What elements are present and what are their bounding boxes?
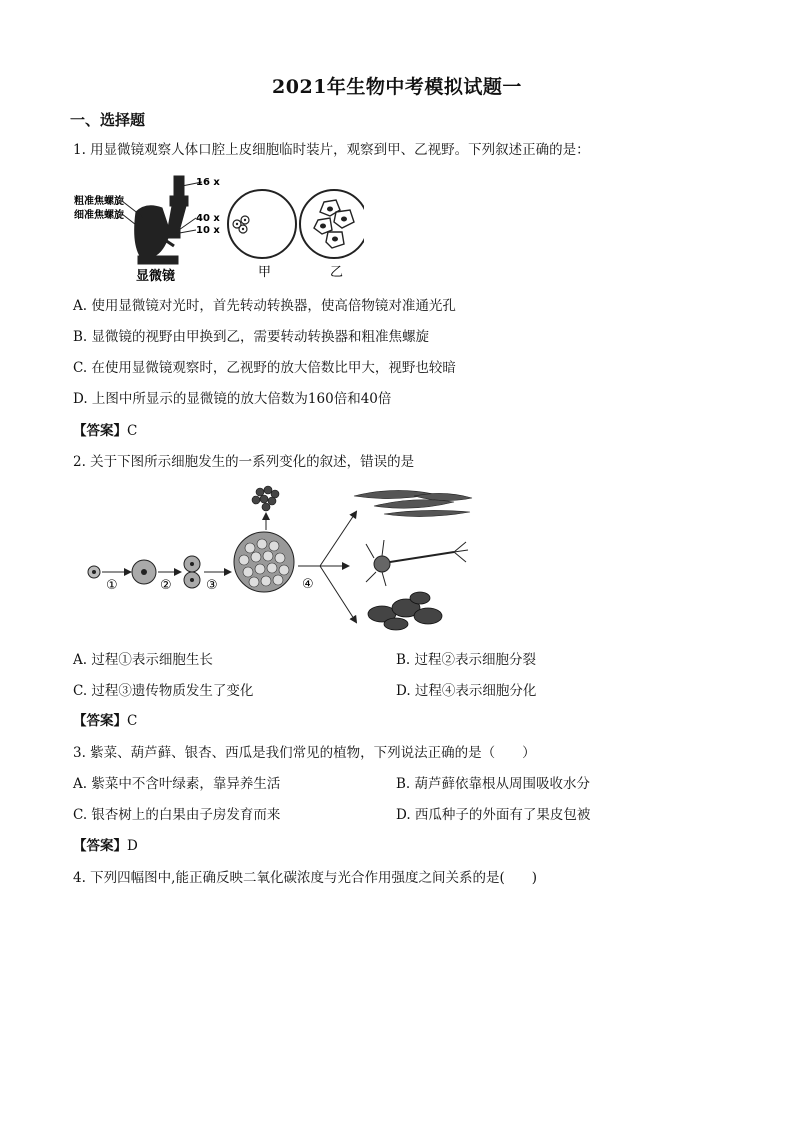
question-2-option-c: C. 过程③遗传物质发生了变化 (73, 683, 254, 699)
question-1-option-d: D. 上图中所显示的显微镜的放大倍数为160倍和40倍 (73, 391, 392, 407)
page-title: 2021年生物中考模拟试题一 (272, 76, 522, 98)
field-of-view-a (228, 190, 296, 258)
small-cluster (252, 486, 279, 511)
section-heading: 一、选择题 (70, 111, 146, 129)
question-1-answer (73, 422, 137, 440)
coarse-focus-label: 粗准焦螺旋 (74, 196, 124, 207)
answer-label: 【答案】 (73, 423, 127, 439)
question-3-option-b: B. 葫芦藓依靠根从周围吸收水分 (396, 776, 591, 792)
question-3-option-c: C. 银杏树上的白果由子房发育而来 (73, 807, 281, 823)
answer-label: 【答案】 (73, 838, 127, 854)
microscope-label: 显微镜 (136, 269, 176, 282)
question-1-option-b: B. 显微镜的视野由甲换到乙，需要转动转换器和粗准焦螺旋 (73, 329, 430, 345)
cell-process-figure (84, 482, 484, 632)
tissue-cells (368, 592, 442, 630)
answer-value: C (127, 423, 138, 439)
question-2-stem: 2. 关于下图所示细胞发生的一系列变化的叙述，错误的是 (73, 454, 415, 470)
question-1-option-a: A. 使用显微镜对光时，首先转动转换器，使高倍物镜对准通光孔 (73, 298, 456, 314)
neuron-cell (366, 540, 468, 586)
question-3-option-d: D. 西瓜种子的外面有了果皮包被 (396, 807, 591, 823)
question-3-stem: 3. 紫菜、葫芦藓、银杏、西瓜是我们常见的植物，下列说法正确的是（ ） (73, 745, 536, 761)
process-3-label: ③ (206, 578, 218, 593)
question-4-stem: 4. 下列四幅图中,能正确反映二氧化碳浓度与光合作用强度之间关系的是( ) (73, 870, 537, 886)
microscope-figure (74, 172, 364, 282)
field-b-label: 乙 (330, 265, 344, 280)
question-2-answer (73, 712, 137, 730)
question-3-option-a: A. 紫菜中不含叶绿素，靠异养生活 (73, 776, 281, 792)
question-2-option-b: B. 过程②表示细胞分裂 (396, 652, 537, 668)
field-of-view-b (300, 190, 364, 258)
question-1-stem: 1. 用显微镜观察人体口腔上皮细胞临时装片，观察到甲、乙视野。下列叙述正确的是： (73, 142, 590, 158)
process-2-label: ② (160, 578, 172, 593)
eyepiece-label: 16 x (196, 177, 220, 188)
field-a-label: 甲 (258, 265, 272, 280)
objective-high-label: 40 x (196, 213, 220, 224)
muscle-cells (354, 490, 472, 516)
process-4-label: ④ (302, 577, 314, 592)
answer-label: 【答案】 (73, 713, 127, 729)
fine-focus-label: 细准焦螺旋 (74, 210, 124, 221)
objective-low-label: 10 x (196, 225, 220, 236)
question-3-answer (73, 837, 138, 855)
process-1-label: ① (106, 578, 118, 593)
cell-mass (234, 532, 294, 592)
answer-value: D (127, 838, 138, 854)
question-2-option-d: D. 过程④表示细胞分化 (396, 683, 537, 699)
microscope-icon (122, 176, 202, 264)
question-2-option-a: A. 过程①表示细胞生长 (73, 652, 213, 668)
answer-value: C (127, 713, 138, 729)
question-1-option-c: C. 在使用显微镜观察时，乙视野的放大倍数比甲大，视野也较暗 (73, 360, 456, 376)
